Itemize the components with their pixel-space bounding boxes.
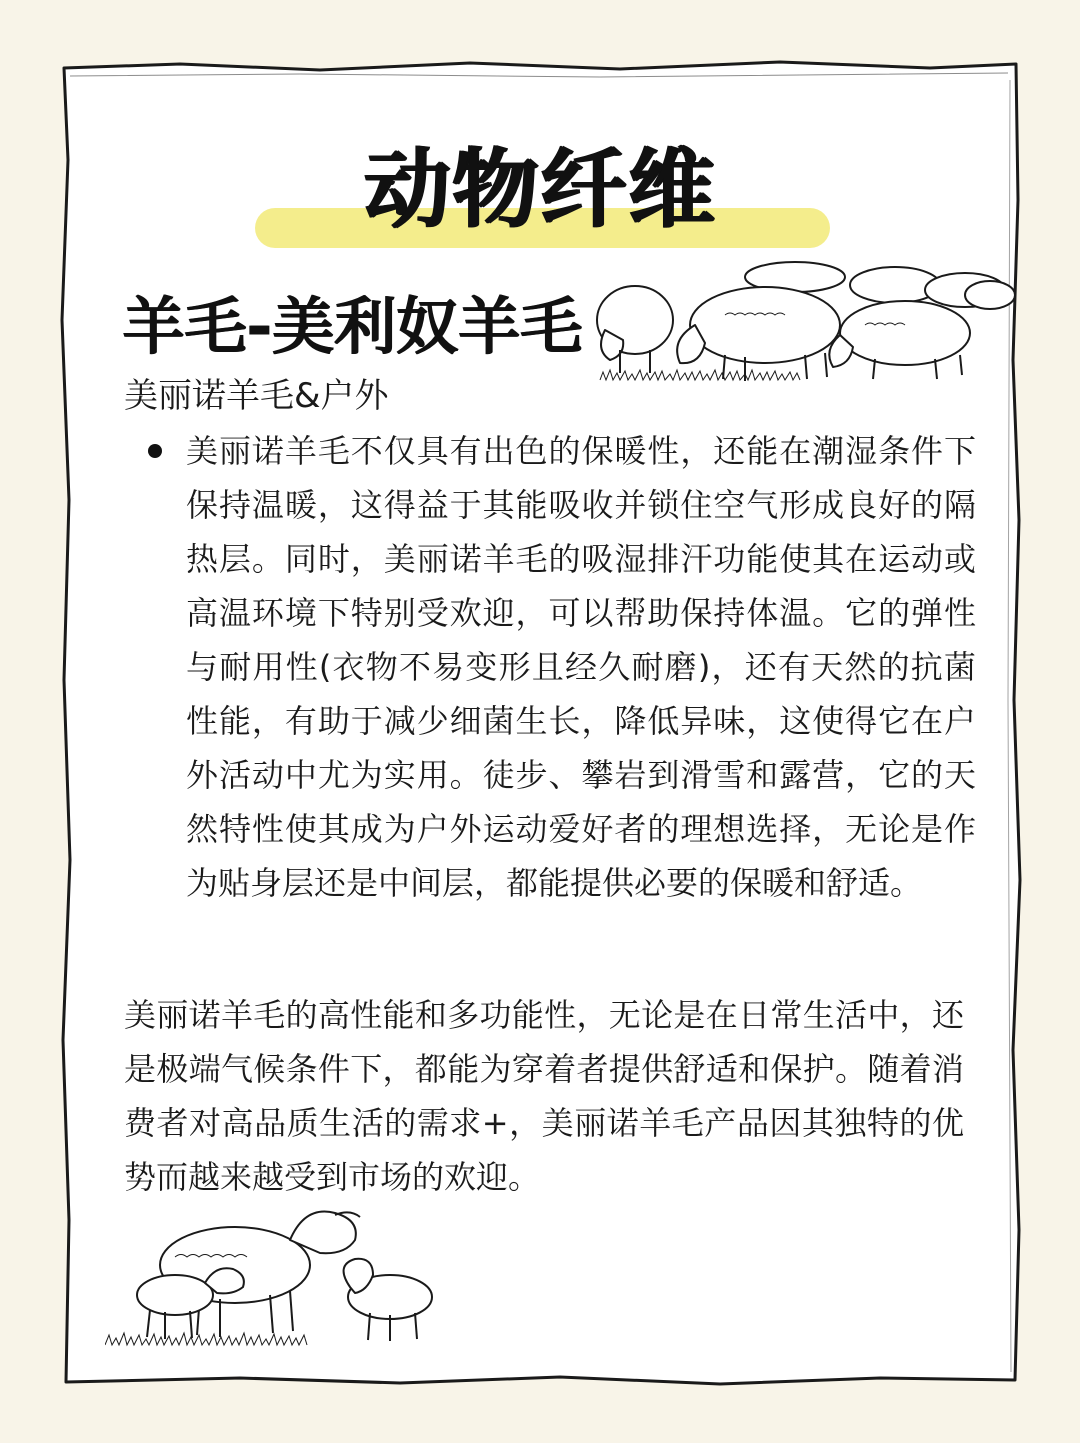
- bullet-paragraph: 美丽诺羊毛不仅具有出色的保暖性，还能在潮湿条件下保持温暖，这得益于其能吸收并锁住空气形成良好的隔热层。同时，美丽诺羊毛的吸湿排汗功能使其在运动或高温环境下特别受欢迎，可以帮助保持体温。它的弹性与耐用性(衣物不易变形且经久耐磨)，还有天然的抗菌性能，有助于减少细菌生长，降低异味，这使得它在户外活动中尤为实用。徒步、攀岩到滑雪和露营，它的天然特性使其成为户外运动爱好者的理想选择，无论是作为贴身层还是中间层，都能提供必要的保暖和舒适。: [186, 432, 976, 902]
- sheep-family-illustration: [105, 1195, 485, 1355]
- grazing-sheep-flock-illustration: [595, 255, 1020, 390]
- bullet-dot-icon: [148, 444, 162, 458]
- summary-paragraph: 美丽诺羊毛的高性能和多功能性，无论是在日常生活中，还是极端气候条件下，都能为穿着者提供舒适和保护。随着消费者对高品质生活的需求+，美丽诺羊毛产品因其独特的优势而越来越受到市场的欢迎。: [124, 996, 964, 1196]
- subheading: 美丽诺羊毛&户外: [124, 376, 389, 416]
- page-title: 动物纤维: [364, 140, 716, 240]
- title-block: [250, 130, 830, 260]
- section-title: 羊毛-美利奴羊毛: [122, 290, 582, 363]
